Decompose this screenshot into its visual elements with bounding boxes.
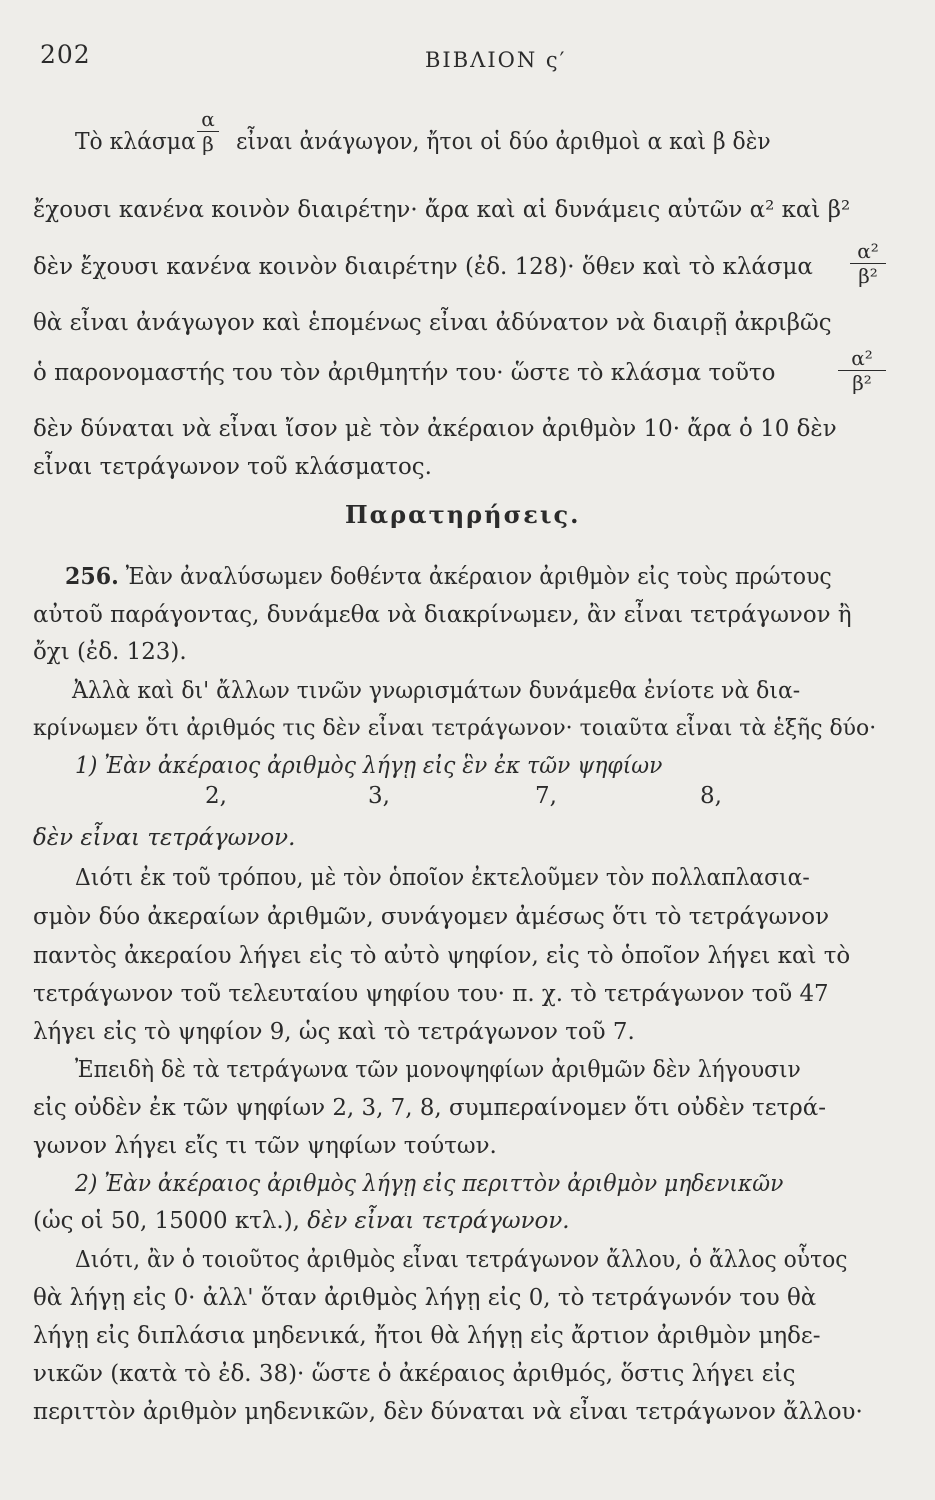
proof-line-2: ἔχουσι κανένα κοινὸν διαιρέτην· ἄρα καὶ αἱ δυνάμεις αὐτῶν α² καὶ β²: [33, 197, 851, 223]
section-heading: Παρατηρήσεις.: [345, 500, 581, 529]
para-3-line-4: νικῶν (κατὰ τὸ ἐδ. 38)· ὥστε ὁ ἀκέραιος ἀριθμός, ὅστις λήγει εἰς: [33, 1361, 796, 1387]
proof-line-6: δὲν δύναται νὰ εἶναι ἴσον μὲ τὸν ἀκέραιον ἀριθμὸν 10· ἄρα ὁ 10 δὲν: [33, 416, 837, 442]
remark-line-1-text: Ἐὰν ἀναλύσωμεν δοθέντα ἀκέραιον ἀριθμὸν εἰς τοὺς πρώτους: [125, 564, 832, 590]
proof-line-7: εἶναι τετράγωνον τοῦ κλάσματος.: [33, 454, 432, 480]
fraction-a2-over-b2: [850, 240, 886, 287]
proof-line-4: θὰ εἶναι ἀνάγωγον καὶ ἑπομένως εἶναι ἀδύνατον νὰ διαιρῇ ἀκριβῶς: [33, 310, 832, 336]
fraction-a-over-b: [197, 108, 219, 155]
rule-2-statement: 2) Ἐὰν ἀκέραιος ἀριθμὸς λήγῃ εἰς περιττὸν ἀριθμὸν μηδενικῶν: [75, 1171, 784, 1197]
remark-line-5: κρίνωμεν ὅτι ἀριθμός τις δὲν εἶναι τετράγωνον· τοιαῦτα εἶναι τὰ ἑξῆς δύο·: [33, 716, 877, 741]
para-1-line-1: Διότι ἐκ τοῦ τρόπου, μὲ τὸν ὁποῖον ἐκτελοῦμεν τὸν πολλαπλασια-: [75, 865, 810, 891]
fraction-denominator: β²: [858, 264, 878, 288]
fraction-numerator: α²: [857, 239, 879, 263]
para-1-line-3: παντὸς ἀκεραίου λήγει εἰς τὸ αὐτὸ ψηφίον, εἰς τὸ ὁποῖον λήγει καὶ τὸ: [33, 943, 851, 969]
remark-line-3: ὄχι (ἐδ. 123).: [33, 639, 187, 665]
digit-8: 8,: [700, 783, 722, 809]
digit-7: 7,: [535, 783, 557, 809]
proof-line-1-end: εἶναι ἀνάγωγον, ἤτοι οἱ δύο ἀριθμοὶ α καὶ β δὲν: [236, 129, 771, 155]
proof-line-5: ὁ παρονομαστής του τὸν ἀριθμητήν του· ὥστε τὸ κλάσμα τοῦτο: [33, 360, 776, 386]
digit-3: 3,: [368, 783, 390, 809]
rule-1-statement: 1) Ἐὰν ἀκέραιος ἀριθμὸς λήγῃ εἰς ἓν ἐκ τῶν ψηφίων: [75, 753, 663, 779]
fraction-numerator: α²: [851, 346, 873, 370]
para-1-line-4: τετράγωνον τοῦ τελευταίου ψηφίου του· π. χ. τὸ τετράγωνον τοῦ 47: [33, 981, 829, 1007]
para-3-line-5: περιττὸν ἀριθμὸν μηδενικῶν, δὲν δύναται νὰ εἶναι τετράγωνον ἄλλου·: [33, 1399, 863, 1425]
fraction-denominator: β: [202, 132, 214, 156]
para-2-line-3: γωνον λήγει εἴς τι τῶν ψηφίων τούτων.: [33, 1133, 497, 1159]
rule-2-conclusion: δὲν εἶναι τετράγωνον.: [307, 1208, 570, 1234]
fraction-denominator: β²: [852, 371, 872, 395]
para-2-line-1: Ἐπειδὴ δὲ τὰ τετράγωνα τῶν μονοψηφίων ἀριθμῶν δὲν λήγουσιν: [75, 1057, 801, 1083]
remark-line-2: αὐτοῦ παράγοντας, δυνάμεθα νὰ διακρίνωμεν, ἂν εἶναι τετράγωνον ἢ: [33, 602, 852, 628]
proof-line-1-start: Τὸ κλάσμα: [75, 129, 196, 155]
rule-2-examples: (ὡς οἱ 50, 15000 κτλ.),: [33, 1208, 300, 1234]
rule-1-conclusion: δὲν εἶναι τετράγωνον.: [33, 825, 296, 851]
page-number: 202: [40, 40, 91, 69]
fraction-numerator: α: [201, 107, 215, 131]
digit-2: 2,: [205, 783, 227, 809]
remark-line-4: Ἀλλὰ καὶ δι' ἄλλων τινῶν γνωρισμάτων δυνάμεθα ἐνίοτε νὰ δια-: [72, 678, 801, 704]
fraction-a2-over-b2-second: [838, 347, 886, 394]
para-1-line-5: λήγει εἰς τὸ ψηφίον 9, ὡς καὶ τὸ τετράγωνον τοῦ 7.: [33, 1019, 635, 1045]
para-3-line-3: λήγῃ εἰς διπλάσια μηδενικά, ἤτοι θὰ λήγῃ εἰς ἄρτιον ἀριθμὸν μηδε-: [33, 1323, 821, 1349]
proof-line-3: δὲν ἔχουσι κανένα κοινὸν διαιρέτην (ἐδ. 128)· ὅθεν καὶ τὸ κλάσμα: [33, 254, 813, 280]
para-3-line-1: Διότι, ἂν ὁ τοιοῦτος ἀριθμὸς εἶναι τετράγωνον ἄλλου, ὁ ἄλλος οὗτος: [75, 1247, 848, 1273]
running-header: ΒΙΒΛΙΟΝ ς′: [425, 48, 567, 72]
para-1-line-2: σμὸν δύο ἀκεραίων ἀριθμῶν, συνάγομεν ἀμέσως ὅτι τὸ τετράγωνον: [33, 904, 830, 930]
remark-line-1: [65, 562, 905, 592]
para-3-line-2: θὰ λήγῃ εἰς 0· ἀλλ' ὅταν ἀριθμὸς λήγῃ εἰς 0, τὸ τετράγωνόν του θὰ: [33, 1285, 817, 1311]
para-2-line-2: εἰς οὐδὲν ἐκ τῶν ψηφίων 2, 3, 7, 8, συμπεραίνομεν ὅτι οὐδὲν τετρά-: [33, 1095, 826, 1121]
rule-2-line-2: [33, 1206, 905, 1236]
section-number: 256.: [65, 563, 119, 590]
